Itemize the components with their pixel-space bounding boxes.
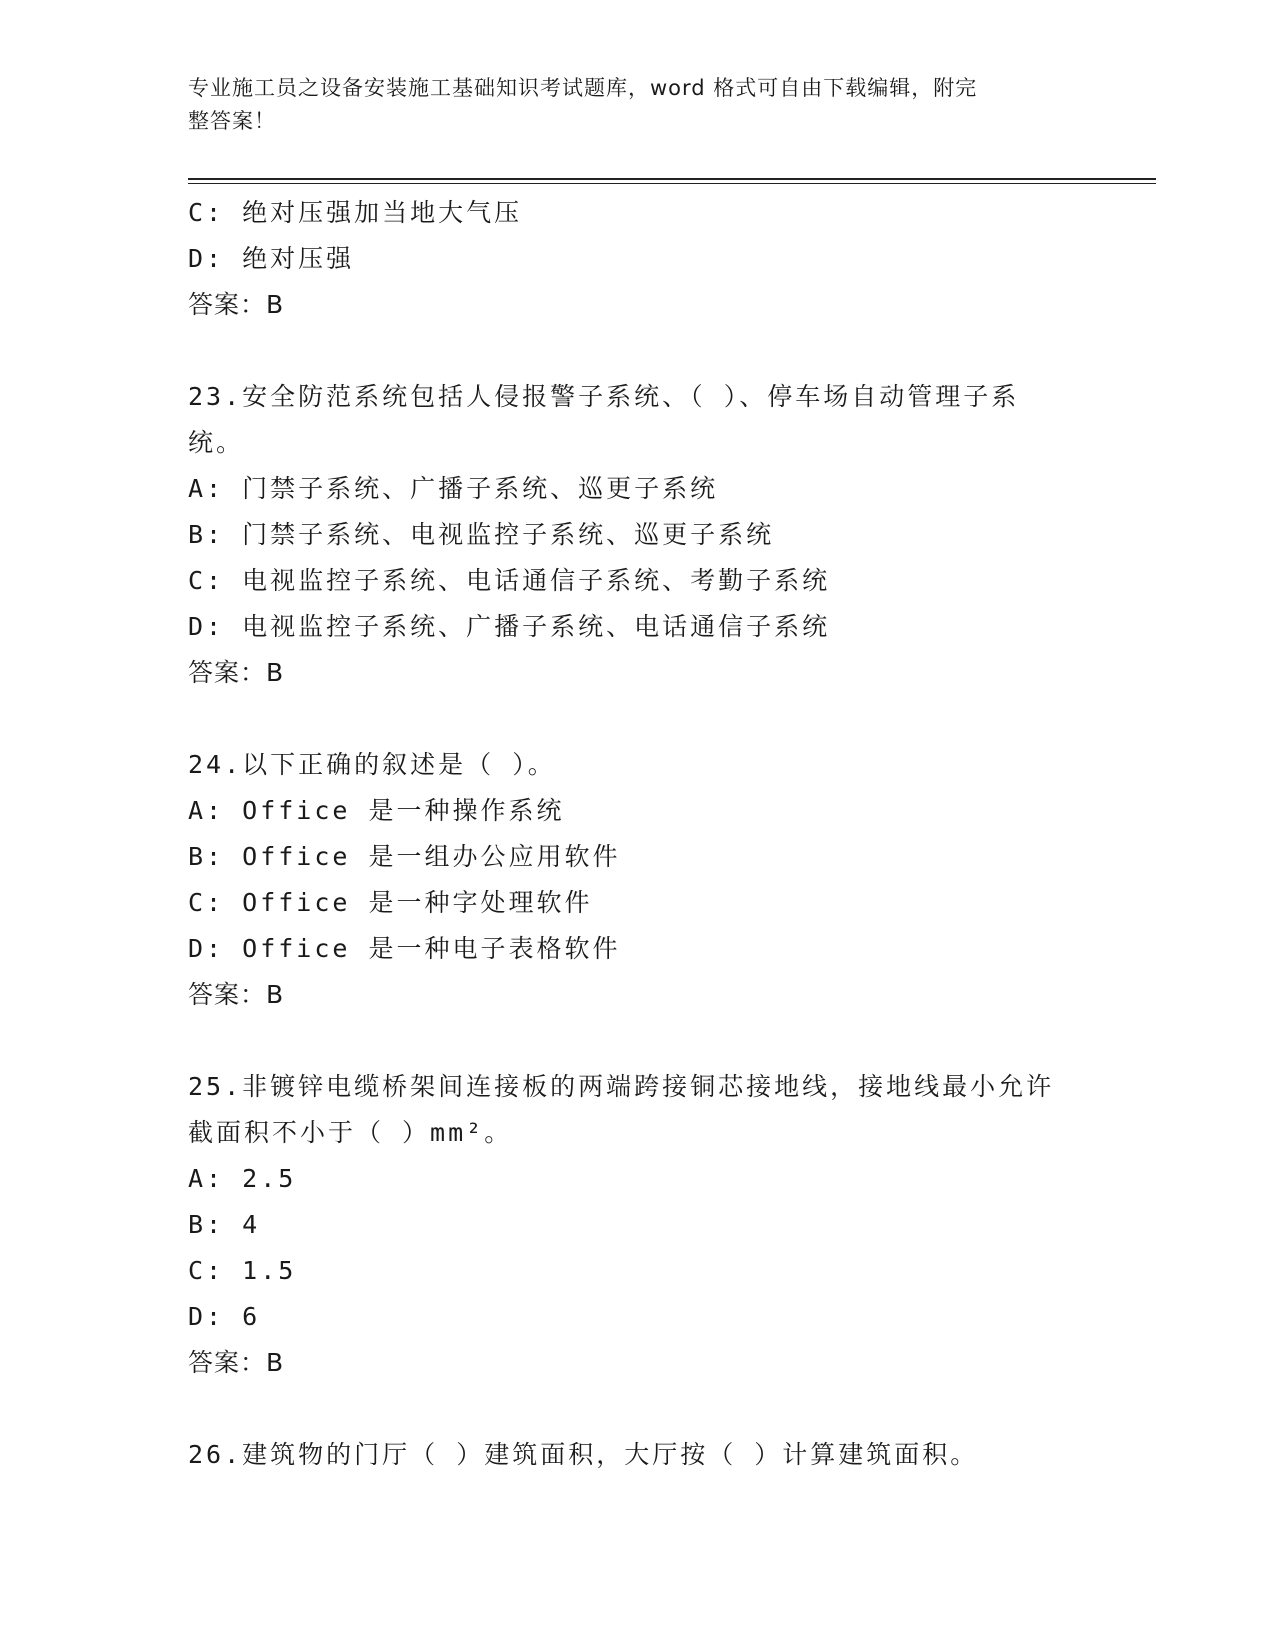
option-c: C: 1.5: [188, 1256, 297, 1285]
question-25: [188, 1064, 1088, 1386]
option-c: C: 电视监控子系统、电话通信子系统、考勤子系统: [188, 566, 831, 595]
question-stem: 23.安全防范系统包括人侵报警子系统、（ ）、停车场自动管理子系: [188, 382, 1020, 411]
answer-line: 答案：B: [188, 1348, 285, 1377]
option-d: D: 电视监控子系统、广播子系统、电话通信子系统: [188, 612, 831, 641]
option-c: C: 绝对压强加当地大气压: [188, 198, 523, 227]
question-24: [188, 742, 1088, 1018]
option-d: D: 绝对压强: [188, 244, 355, 273]
option-b: B: 4: [188, 1210, 261, 1239]
header-rule-thick: [188, 178, 1156, 180]
option-b: B: Office 是一组办公应用软件: [188, 842, 621, 871]
option-d: D: 6: [188, 1302, 261, 1331]
question-stem-cont: 统。: [188, 428, 245, 457]
question-stem: 24.以下正确的叙述是（ ）。: [188, 750, 556, 779]
answer-line: 答案：B: [188, 980, 285, 1009]
option-b: B: 门禁子系统、电视监控子系统、巡更子系统: [188, 520, 775, 549]
question-stem: 26.建筑物的门厅（ ）建筑面积，大厅按（ ）计算建筑面积。: [188, 1440, 979, 1469]
header-line-1: 专业施工员之设备安装施工基础知识考试题库，word 格式可自由下载编辑，附完: [188, 76, 978, 100]
answer-line: 答案：B: [188, 290, 285, 319]
answer-line: 答案：B: [188, 658, 285, 687]
question-stem: 25.非镀锌电缆桥架间连接板的两端跨接铜芯接地线，接地线最小允许: [188, 1072, 1055, 1101]
header-rule-thin: [188, 183, 1156, 184]
option-c: C: Office 是一种字处理软件: [188, 888, 593, 917]
question-stem-cont: 截面积不小于（ ）mm²。: [188, 1118, 513, 1147]
question-23: [188, 374, 1088, 696]
previous-question: [188, 190, 1088, 328]
document-header: [188, 72, 1068, 138]
option-a: A: 门禁子系统、广播子系统、巡更子系统: [188, 474, 719, 503]
option-a: A: 2.5: [188, 1164, 297, 1193]
option-d: D: Office 是一种电子表格软件: [188, 934, 621, 963]
question-26: [188, 1432, 1088, 1478]
document-body: [188, 190, 1088, 1478]
header-line-2: 整答案！: [188, 109, 276, 133]
option-a: A: Office 是一种操作系统: [188, 796, 565, 825]
